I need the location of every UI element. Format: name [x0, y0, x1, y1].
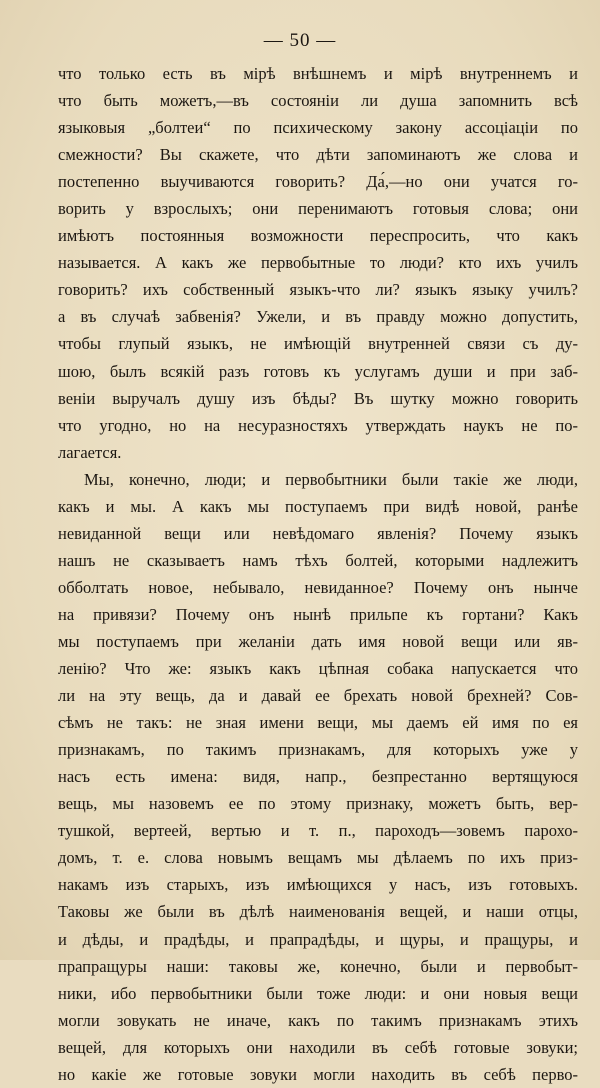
text-line: что угодно, но на несуразностяхъ утверждать наукъ не по- [58, 415, 578, 435]
text-line: что только есть въ мірѣ внѣшнемъ и мірѣ внутреннемъ и [58, 64, 578, 83]
text-line: обболтать новое, небывало, невиданное? Почему онъ нынче [58, 577, 578, 597]
text-line: тушкой, вертеей, вертью и т. п., пароходъ—зовемъ парохо- [58, 821, 578, 841]
text-line: невиданной вещи или невѣдомаго явленія? Почему языкъ [58, 523, 578, 543]
text-line: вещь, мы назовемъ ее по этому признаку, можетъ быть, вер- [58, 794, 578, 814]
text-line: нашъ не сказываетъ намъ тѣхъ болтей, которыми надлежитъ [58, 550, 578, 570]
text-line: смежности? Вы скажете, что дѣти запоминаютъ же слова и [58, 145, 578, 165]
text-line: вещей, для которыхъ они находили въ себѣ готовые зовуки; [58, 1037, 578, 1057]
text-line: имѣютъ постоянныя возможности переспросить, что какъ [58, 226, 578, 246]
text-line: насъ есть имена: видя, напр., безпрестанно вертящуюся [58, 767, 578, 787]
text-line: но какіе же готовые зовуки могли находить въ себѣ перво- [58, 1064, 578, 1084]
text-line: домъ, т. е. слова новымъ вещамъ мы дѣлаемъ по ихъ приз- [58, 848, 578, 868]
text-line: мы поступаемъ при желаніи дать имя новой вещи или яв- [58, 631, 578, 651]
text-line: на привязи? Почему онъ нынѣ прильпе къ гортани? Какъ [58, 604, 578, 624]
text-line: Таковы же были въ дѣлѣ наименованія вещей, и наши отцы, [58, 902, 578, 922]
text-line: чтобы глупый языкъ, не имѣющій внутренней связи съ ду- [58, 334, 578, 354]
text-line: признакамъ, по такимъ признакамъ, для которыхъ уже у [58, 740, 578, 760]
text-line: говорить? ихъ собственный языкъ-что ли? языкъ языку училъ? [58, 280, 578, 300]
text-line: а въ случаѣ забвенія? Ужели, и въ правду можно допустить, [58, 307, 578, 327]
text-line: могли зовукать не иначе, какъ по такимъ признакамъ этихъ [58, 1010, 578, 1030]
text-line: накамъ изъ старыхъ, изъ имѣющихся у насъ, изъ готовыхъ. [58, 875, 578, 895]
body-text [58, 60, 578, 1088]
text-line: что быть можетъ,—въ состояніи ли душа запомнить всѣ [58, 91, 578, 111]
text-line: прапращуры наши: таковы же, конечно, были и первобыт- [58, 956, 578, 976]
text-line: и дѣды, и прадѣды, и прапрадѣды, и щуры, и пращуры, и [58, 929, 578, 949]
text-line: называется. А какъ же первобытные то люди? кто ихъ училъ [58, 253, 578, 273]
text-line: ленію? Что же: языкъ какъ цѣпная собака напускается что [58, 659, 578, 679]
text-line: какъ и мы. А какъ мы поступаемъ при видѣ новой, ранѣе [58, 496, 578, 516]
text-line: ники, ибо первобытники были тоже люди: и они новыя вещи [58, 983, 578, 1003]
paragraph-start-line: Мы, конечно, люди; и первобытники были такіе же люди, [84, 469, 578, 489]
text-line: ли на эту вещь, да и давай ее брехать новой брехней? Сов- [58, 686, 578, 706]
paragraph-end-line: лагается. [58, 442, 122, 462]
text-line: ворить у взрослыхъ; они перенимаютъ готовыя слова; они [58, 199, 578, 219]
text-line: сѣмъ не такъ: не зная имени вещи, мы даемъ ей имя по ея [58, 713, 578, 733]
text-line: языковыя „болтеи“ по психическому закону ассоціаціи по [58, 118, 578, 138]
text-line: постепенно выучиваются говорить? Да́,—но они учатся го- [58, 172, 578, 192]
text-line: шою, былъ всякій разъ готовъ къ услугамъ души и при заб- [58, 361, 578, 381]
page-number: — 50 — [263, 30, 337, 51]
text-line: веніи выручалъ душу изъ бѣды? Въ шутку можно говорить [58, 388, 578, 408]
